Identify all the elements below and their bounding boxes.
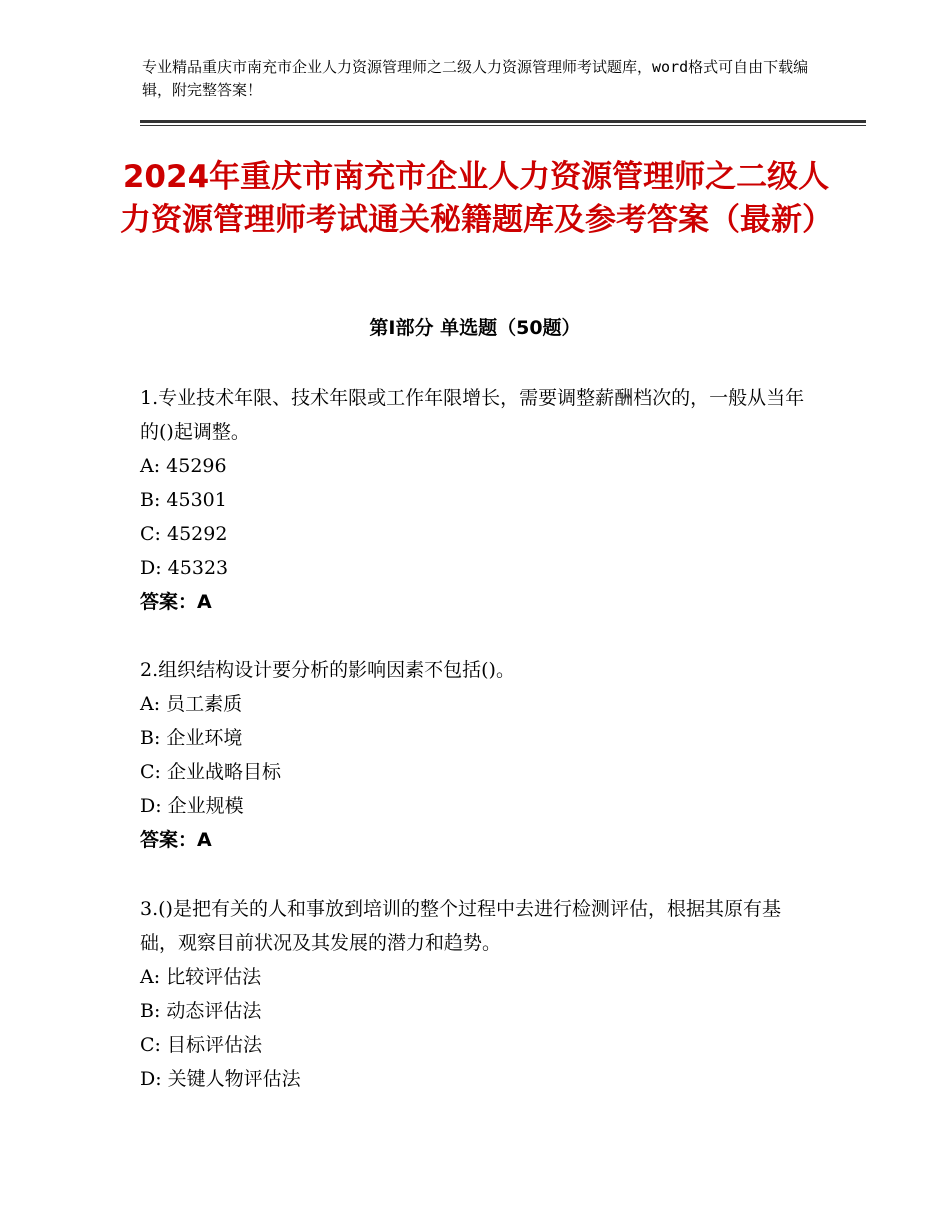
question-2-option-d: D: 企业规模: [140, 795, 244, 817]
header-note: 专业精品重庆市南充市企业人力资源管理师之二级人力资源管理师考试题库，word格式可自由下载编辑，附完整答案！: [142, 58, 809, 99]
question-2-option-a: A: 员工素质: [140, 693, 243, 715]
question-2-option-c: C: 企业战略目标: [140, 761, 281, 783]
question-1-stem: 1.专业技术年限、技术年限或工作年限增长，需要调整薪酬档次的，一般从当年的()起调整。: [140, 387, 805, 443]
header-divider-thin: [140, 125, 866, 126]
document-title: 2024年重庆市南充市企业人力资源管理师之二级人力资源管理师考试通关秘籍题库及参考答案（最新）: [120, 159, 833, 238]
question-3-option-b: B: 动态评估法: [140, 1000, 262, 1022]
question-2-stem: 2.组织结构设计要分析的影响因素不包括()。: [140, 659, 515, 681]
question-3-option-c: C: 目标评估法: [140, 1034, 262, 1056]
question-3-option-a: A: 比较评估法: [140, 966, 262, 988]
question-1-option-a: A: 45296: [140, 455, 227, 477]
question-3-option-d: D: 关键人物评估法: [140, 1068, 301, 1090]
question-1-option-b: B: 45301: [140, 489, 227, 511]
question-1-option-c: C: 45292: [140, 523, 228, 545]
section-title: 第Ⅰ部分 单选题（50题）: [369, 317, 581, 339]
question-1-answer: 答案：A: [140, 591, 212, 613]
question-2-option-b: B: 企业环境: [140, 727, 243, 749]
header-divider-thick: [140, 120, 866, 123]
question-1-option-d: D: 45323: [140, 557, 229, 579]
question-2-answer: 答案：A: [140, 829, 212, 851]
question-3-stem: 3.()是把有关的人和事放到培训的整个过程中去进行检测评估，根据其原有基础，观察目前状况及其发展的潜力和趋势。: [140, 898, 781, 954]
